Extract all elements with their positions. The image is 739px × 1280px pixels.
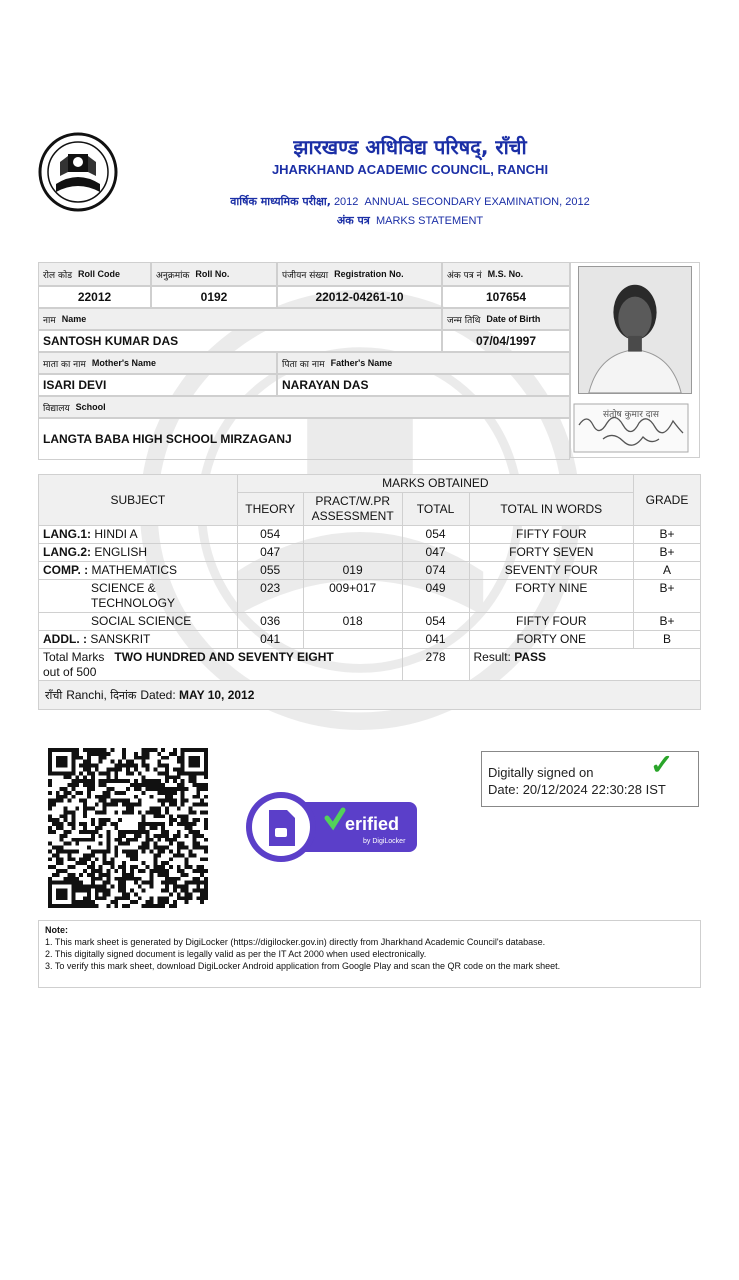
grade-cell: B+ [634, 580, 701, 613]
exam-title-hindi: वार्षिक माध्यमिक परीक्षा, [230, 195, 331, 208]
marks-row [39, 544, 701, 562]
note-item: 2. This digitally signed document is legally valid as per the IT Act 2000 when used electronically. [45, 949, 427, 959]
father-name-label: पिता का नाम Father's Name [277, 352, 570, 374]
total-marks-cell [39, 649, 403, 682]
subject-cell: LANG.2: ENGLISH [39, 544, 238, 562]
marks-row [39, 562, 701, 580]
council-seal-logo [38, 132, 118, 212]
ms-no-value: 107654 [442, 286, 570, 308]
verification-qr-code[interactable] [48, 748, 208, 908]
theory-cell: 041 [237, 631, 303, 649]
grade-cell: B+ [634, 613, 701, 631]
result-value: PASS [514, 650, 547, 664]
student-info-grid [38, 262, 570, 460]
marks-row [39, 580, 701, 613]
exam-title-english: ANNUAL SECONDARY EXAMINATION, 2012 [364, 196, 590, 208]
total-row [39, 649, 701, 682]
total-label: Total Marks [43, 650, 105, 664]
practical-cell [303, 526, 402, 544]
total-cell: 054 [402, 526, 469, 544]
theory-cell: 047 [237, 544, 303, 562]
roll-no-label: अनुक्रमांक Roll No. [151, 262, 277, 286]
total-words-value: TWO HUNDRED AND SEVENTY EIGHT [114, 650, 334, 664]
subject-cell: LANG.1: HINDI A [39, 526, 238, 544]
name-label: नाम Name [38, 308, 442, 330]
words-cell: FIFTY FOUR [469, 613, 634, 631]
marks-row [39, 631, 701, 649]
grade-cell: A [634, 562, 701, 580]
note-item: 1. This mark sheet is generated by DigiLocker (https://digilocker.gov.in) directly from Jharkhand Academic Council's database. [45, 937, 546, 947]
dob-value: 07/04/1997 [442, 330, 570, 352]
roll-code-value: 22012 [38, 286, 151, 308]
registration-no-value: 22012-04261-10 [277, 286, 442, 308]
total-header: TOTAL [402, 493, 469, 526]
total-cell: 054 [402, 613, 469, 631]
words-cell: FIFTY FOUR [469, 526, 634, 544]
practical-cell: 019 [303, 562, 402, 580]
marks-obtained-header: MARKS OBTAINED [237, 475, 633, 493]
grade-cell: B [634, 631, 701, 649]
svg-text:संतोष कुमार दास: संतोष कुमार दास [603, 410, 659, 420]
exam-year-hindi: 2012 [333, 196, 359, 208]
school-label: विद्यालय School [38, 396, 570, 418]
dated-label: Dated: [140, 688, 176, 702]
roll-no-value: 0192 [151, 286, 277, 308]
total-cell: 041 [402, 631, 469, 649]
practical-cell: 018 [303, 613, 402, 631]
council-english-title: JHARKHAND ACADEMIC COUNCIL, RANCHI [271, 162, 549, 177]
digilocker-verified-badge [245, 790, 417, 862]
theory-cell: 054 [237, 526, 303, 544]
practical-cell [303, 631, 402, 649]
note-box [38, 920, 701, 988]
grade-cell: B+ [634, 526, 701, 544]
dated-row [38, 680, 701, 710]
note-item: 3. To verify this mark sheet, download DigiLocker Android application from Google Play and scan the QR code on the mark sheet. [45, 961, 561, 971]
total-cell: 049 [402, 580, 469, 613]
total-value: 278 [402, 649, 469, 682]
place-hindi: राँची [45, 688, 63, 702]
total-words-header: TOTAL IN WORDS [469, 493, 634, 526]
marks-statement-title [200, 213, 620, 228]
practical-cell [303, 544, 402, 562]
theory-header: THEORY [237, 493, 303, 526]
father-name-value: NARAYAN DAS [277, 374, 570, 396]
marks-row [39, 613, 701, 631]
result-label: Result: [473, 650, 511, 664]
school-value: LANGTA BABA HIGH SCHOOL MIRZAGANJ [38, 418, 570, 460]
practical-cell: 009+017 [303, 580, 402, 613]
exam-title [160, 194, 660, 209]
words-cell: FORTY SEVEN [469, 544, 634, 562]
subject-cell: ADDL. : SANSKRIT [39, 631, 238, 649]
svg-text:by DigiLocker: by DigiLocker [363, 838, 406, 845]
issue-date: MAY 10, 2012 [179, 688, 255, 702]
svg-text:erified: erified [345, 814, 400, 834]
theory-cell: 036 [237, 613, 303, 631]
theory-cell: 055 [237, 562, 303, 580]
note-title: Note: [45, 925, 68, 935]
mother-name-label: माता का नाम Mother's Name [38, 352, 277, 374]
total-cell: 074 [402, 562, 469, 580]
subject-cell: COMP. : MATHEMATICS [39, 562, 238, 580]
signed-date-line: Date: 20/12/2024 22:30:28 IST [488, 782, 666, 797]
practical-header: PRACT/W.PR ASSESSMENT [303, 493, 402, 526]
place: Ranchi, [66, 688, 107, 702]
date-hindi: दिनांक [110, 688, 137, 702]
dob-label: जन्म तिथि Date of Birth [442, 308, 570, 330]
total-out-of: out of 500 [43, 665, 97, 679]
digitally-signed-text: Digitally signed on [488, 765, 594, 780]
words-cell: FORTY ONE [469, 631, 634, 649]
student-name-value: SANTOSH KUMAR DAS [38, 330, 442, 352]
subject-cell: SCIENCE & TECHNOLOGY [39, 580, 238, 613]
result-cell [469, 649, 700, 682]
green-check-icon: ✓ [650, 749, 674, 780]
signed-date: 20/12/2024 22:30:28 IST [522, 782, 666, 797]
words-cell: FORTY NINE [469, 580, 634, 613]
marks-table [38, 474, 701, 682]
ms-no-label: अंक पत्र नं M.S. No. [442, 262, 570, 286]
subject-cell: SOCIAL SCIENCE [39, 613, 238, 631]
council-hindi-title: झारखण्ड अधिविद्य परिषद्, राँची [293, 135, 527, 159]
marks-row [39, 526, 701, 544]
theory-cell: 023 [237, 580, 303, 613]
marks-statement-english: MARKS STATEMENT [375, 215, 484, 227]
words-cell: SEVENTY FOUR [469, 562, 634, 580]
registration-no-label: पंजीयन संख्या Registration No. [277, 262, 442, 286]
student-signature [573, 403, 689, 453]
subject-header: SUBJECT [39, 475, 238, 526]
roll-code-label: रोल कोड Roll Code [38, 262, 151, 286]
marks-statement-hindi: अंक पत्र [336, 214, 370, 227]
total-cell: 047 [402, 544, 469, 562]
student-photo [578, 266, 692, 394]
grade-cell: B+ [634, 544, 701, 562]
grade-header: GRADE [634, 475, 701, 526]
mother-name-value: ISARI DEVI [38, 374, 277, 396]
